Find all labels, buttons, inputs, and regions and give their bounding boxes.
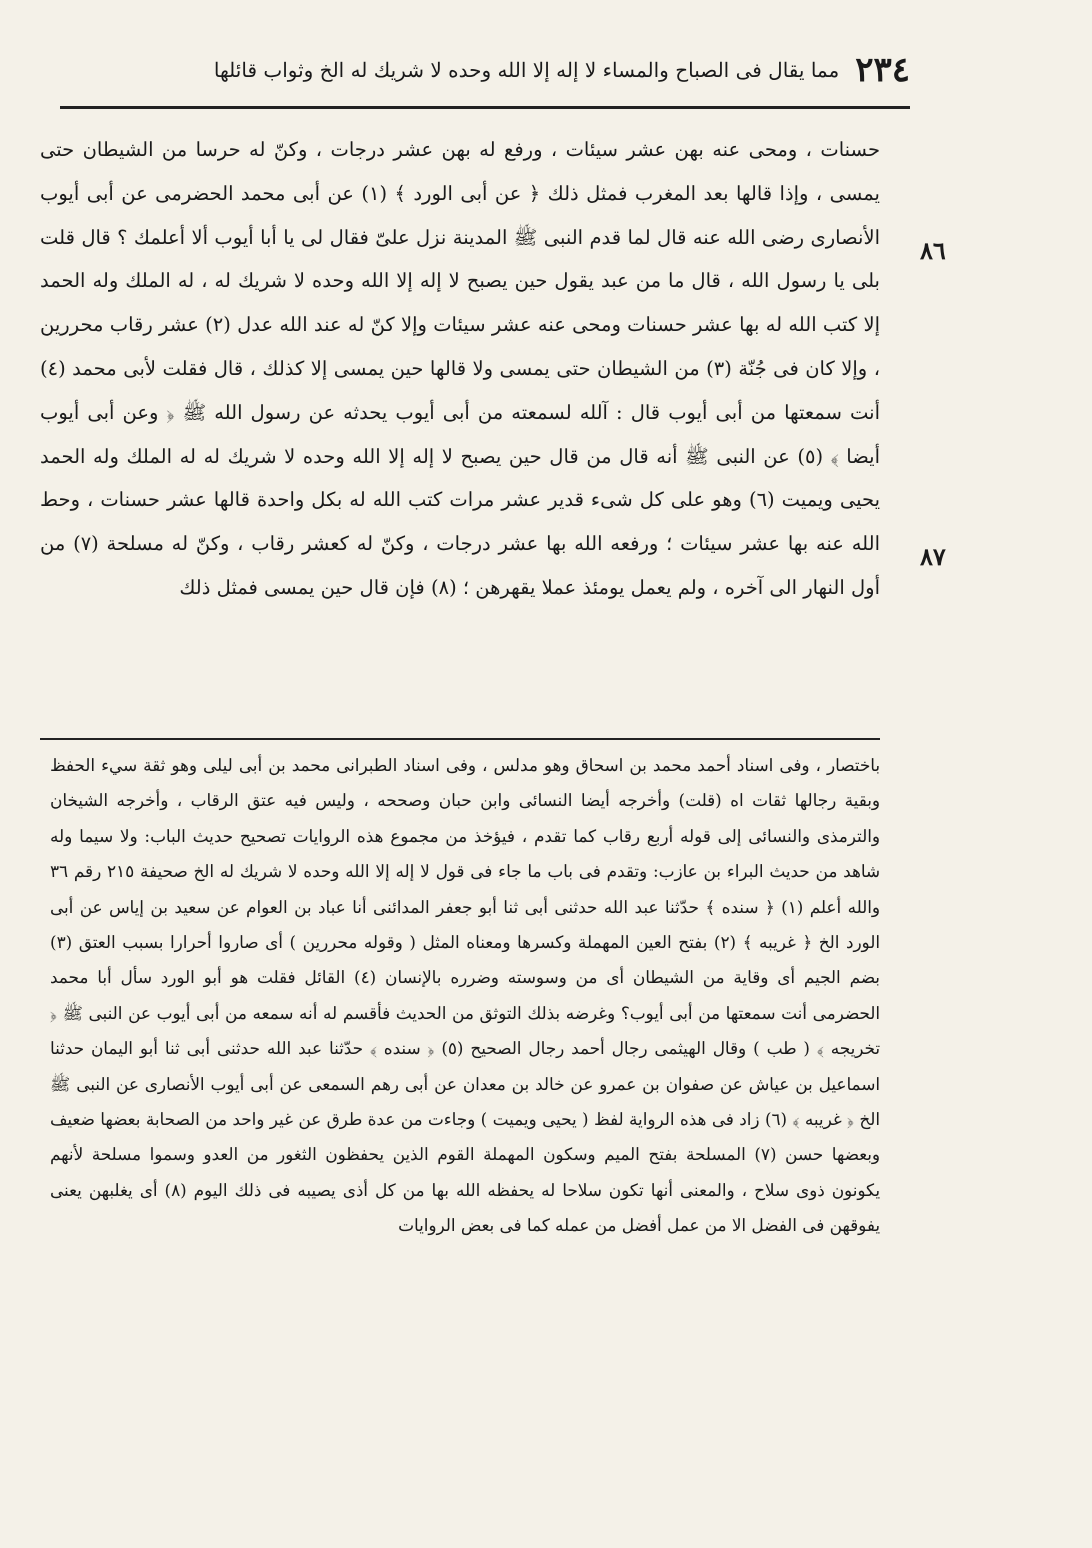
- page-number: ٢٣٤: [855, 50, 910, 90]
- page-header: [40, 40, 910, 100]
- footnote-rule: [40, 738, 880, 740]
- hadith-number-87: ٨٧: [920, 542, 946, 571]
- footnotes: [50, 748, 880, 1244]
- main-text: [40, 128, 880, 610]
- running-title: مما يقال فى الصباح والمساء لا إله إلا الله وحده لا شريك له الخ وثواب قائلها: [213, 58, 840, 82]
- main-paragraph: حسنات ، ومحى عنه بهن عشر سيئات ، ورفع له بهن عشر درجات ، وكنّ له حرسا من الشيطان حتى يمسى ، وإذا قالها بعد المغرب فمثل ذلك ﴿ عن أبى الورد ﴾ (١) عن أبى محمد الحضرمى عن أبى أيوب الأنصارى رضى الله عنه قال لما قدم النبى ﷺ المدينة نزل علىّ فقال لى يا أبا أيوب ألا أعلمك ؟ قال قلت بلى يا رسول الله ، قال ما من عبد يقول حين يصبح لا إله إلا الله وحده لا شريك له ، له الملك وله الحمد إلا كتب الله له بها عشر حسنات ومحى عنه عشر سيئات وإلا كنّ له عند الله عدل (٢) عشر رقاب محررين ، وإلا كان فى جُنّة (٣) من الشيطان حتى يمسى ولا قالها حين يمسى إلا كذلك ، قال فقلت لأبى محمد (٤) أنت سمعتها من أبى أيوب قال : آلله لسمعته من أبى أيوب يحدثه عن رسول الله ﷺ ﴿ وعن أبى أيوب أيضا ﴾ (٥) عن النبى ﷺ أنه قال من قال حين يصبح لا إله إلا الله وحده لا شريك له له الملك وله الحمد يحيى ويميت (٦) وهو على كل شىء قدير عشر مرات كتب الله له بكل واحدة قالها عشر حسنات ، وحط الله عنه بها عشر سيئات ؛ ورفعه الله بها عشر درجات ، وكنّ له كعشر رقاب ، وكنّ له مسلحة (٧) من أول النهار الى آخره ، ولم يعمل يومئذ عملا يقهرهن ؛ (٨) فإن قال حين يمسى فمثل ذلك: [40, 138, 881, 599]
- hadith-number-86: ٨٦: [920, 236, 946, 265]
- book-page: [40, 40, 946, 1520]
- header-rule: [60, 106, 910, 109]
- footnote-paragraph: باختصار ، وفى اسناد أحمد محمد بن اسحاق وهو مدلس ، وفى اسناد الطبرانى محمد بن أبى ليلى وهو ثقة سيء الحفظ وبقية رجالها ثقات اه (قلت) وأخرجه أيضا النسائى وابن حبان وصححه ، وليس فيه عتق الرقاب ، وأخرجه الشيخان والترمذى والنسائى إلى قوله أربع رقاب كما تقدم ، فيؤخذ من مجموع هذه الروايات تصحيح حديث الباب: ولا سيما وله شاهد من حديث البراء بن عازب: وتقدم فى باب ما جاء فى قول لا إله إلا الله وحده لا شريك له الخ صحيفة ٢١٥ رقم ٣٦ والله أعلم (١) ﴿ سنده ﴾ حدّثنا عبد الله حدثنى أبى ثنا أبو جعفر المدائنى أنا عباد بن العوام عن سعيد بن إياس عن أبى الورد الخ ﴿ غريبه ﴾ (٢) بفتح العين المهملة وكسرها ومعناه المثل ( وقوله محررين ) أى صاروا أحرارا بسبب العتق (٣) بضم الجيم أى وقاية من الشيطان أى من وسوسته وضرره بالإنسان (٤) القائل فقلت هو أبو الورد سأل أبا محمد الحضرمى أنت سمعتها من أبى أيوب؟ وغرضه بذلك التوثق من الحديث فأقسم له أنه سمعه من أبى أيوب عن النبى ﷺ ﴿ تخريجه ﴾ ( طب ) وقال الهيثمى رجال أحمد رجال الصحيح (٥) ﴿ سنده ﴾ حدّثنا عبد الله حدثنى أبى ثنا أبو اليمان حدثنا اسماعيل بن عياش عن صفوان بن عمرو عن خالد بن معدان عن أبى رهم السمعى عن أبى أيوب الأنصارى عن النبى ﷺ الخ ﴿ غريبه ﴾ (٦) زاد فى هذه الرواية لفظ ( يحيى ويميت ) وجاءت من عدة طرق عن غير واحد من الصحابة بعضها ضعيف وبعضها حسن (٧) المسلحة بفتح الميم وسكون المهملة القوم الذين يحفظون الثغور من العدو وسموا مسلحة لأنهم يكونون ذوى سلاح ، والمعنى أنها تكون سلاحا له يحفظه الله بها من كل أذى يصيبه فى ذلك اليوم (٨) أى يغلبهن يعنى يفوقهن فى الفضل الا من عمل أفضل من عمله كما فى بعض الروايات: [50, 755, 880, 1236]
